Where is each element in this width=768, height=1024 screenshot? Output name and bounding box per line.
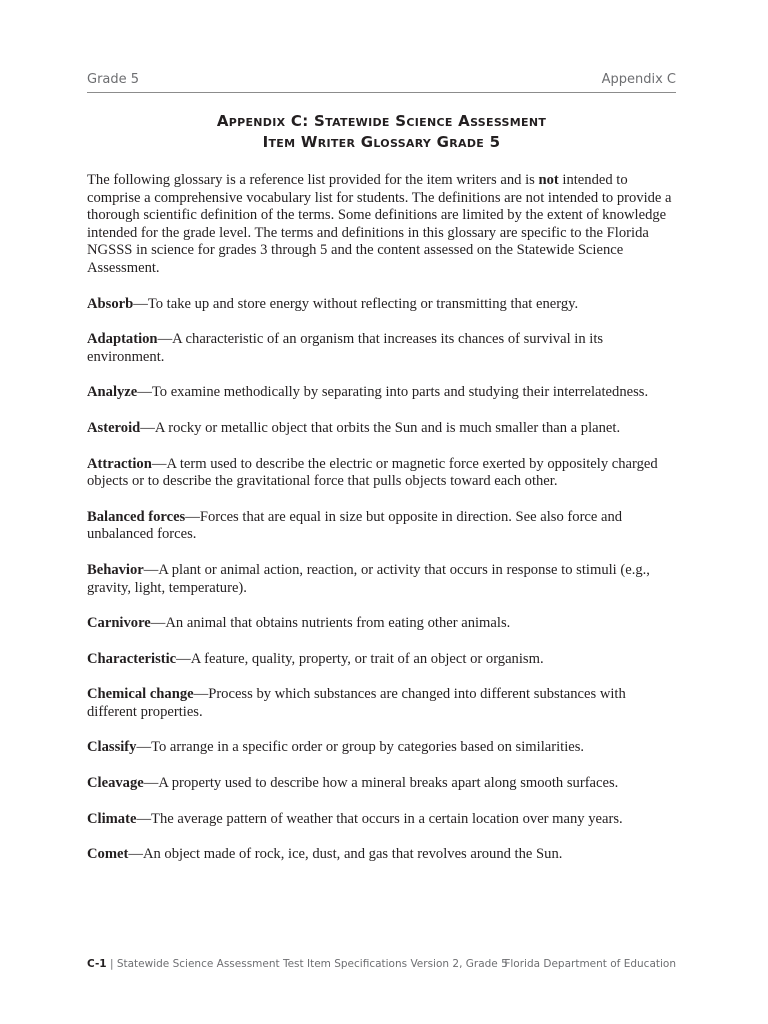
title-line-1: Appendix C: Statewide Science Assessment xyxy=(216,112,547,130)
glossary-term: Classify xyxy=(87,739,137,756)
glossary-term: Analyze xyxy=(87,384,138,401)
glossary-definition: —The average pattern of weather that occurs in a certain location over many years. xyxy=(136,810,623,827)
intro-paragraph xyxy=(87,172,676,278)
glossary-entry-cleavage xyxy=(87,775,676,793)
glossary-term: Comet xyxy=(87,846,129,863)
glossary-entry-chemical-change xyxy=(87,686,676,721)
glossary-body xyxy=(87,172,676,882)
glossary-definition: —A characteristic of an organism that increases its chances of survival in its environment. xyxy=(87,331,604,365)
glossary-entry-asteroid xyxy=(87,420,676,438)
header-appendix-label: Appendix C xyxy=(601,72,676,87)
glossary-entry-carnivore xyxy=(87,615,676,633)
footer-left xyxy=(87,958,508,970)
footer-organization: Florida Department of Education xyxy=(504,958,676,970)
glossary-definition: —Process by which substances are changed into different substances with different properties. xyxy=(87,686,626,720)
glossary-term: Carnivore xyxy=(87,615,151,632)
glossary-term: Attraction xyxy=(87,455,152,472)
glossary-definition: —To examine methodically by separating into parts and studying their interrelatedness. xyxy=(137,384,649,401)
glossary-definition: —An object made of rock, ice, dust, and gas that revolves around the Sun. xyxy=(128,846,563,863)
glossary-term: Characteristic xyxy=(87,650,177,667)
intro-text-start: The following glossary is a reference list provided for the item writers and is xyxy=(87,172,539,188)
page-number: C-1 xyxy=(87,958,107,970)
glossary-definition: —An animal that obtains nutrients from eating other animals. xyxy=(150,615,511,632)
page-title xyxy=(87,111,676,153)
glossary-term: Absorb xyxy=(87,295,134,312)
glossary-term: Balanced forces xyxy=(87,508,186,525)
glossary-entry-climate xyxy=(87,811,676,829)
glossary-entry-balanced-forces xyxy=(87,509,676,544)
glossary-term: Cleavage xyxy=(87,775,144,792)
glossary-entry-adaptation xyxy=(87,331,676,366)
glossary-definition: —To take up and store energy without reflecting or transmitting that energy. xyxy=(133,295,579,312)
document-page xyxy=(87,0,676,1024)
footer-document-title: Statewide Science Assessment Test Item Specifications Version 2, Grade 5 xyxy=(116,958,508,970)
glossary-term: Chemical change xyxy=(87,686,194,703)
running-header xyxy=(87,72,676,93)
glossary-entry-characteristic xyxy=(87,651,676,669)
header-grade-label: Grade 5 xyxy=(87,72,140,87)
glossary-definition: —To arrange in a specific order or group by categories based on similarities. xyxy=(136,739,585,756)
glossary-term: Adaptation xyxy=(87,331,158,348)
footer-separator: | xyxy=(106,958,117,970)
glossary-term: Climate xyxy=(87,810,137,827)
glossary-definition: —Forces that are equal in size but opposite in direction. See also force and unbalanced forces. xyxy=(87,508,623,543)
glossary-entry-behavior xyxy=(87,562,676,597)
glossary-definition: —A rocky or metallic object that orbits the Sun and is much smaller than a planet. xyxy=(140,419,621,436)
glossary-entry-comet xyxy=(87,846,676,864)
glossary-entry-absorb xyxy=(87,296,676,314)
glossary-definition: —A feature, quality, property, or trait of an object or organism. xyxy=(176,650,544,667)
glossary-entry-attraction xyxy=(87,456,676,491)
glossary-entry-classify xyxy=(87,739,676,757)
glossary-entry-analyze xyxy=(87,384,676,402)
title-line-2: Item Writer Glossary Grade 5 xyxy=(262,133,501,151)
intro-emphasis: not xyxy=(538,172,559,188)
glossary-term: Behavior xyxy=(87,561,144,578)
intro-text-end: intended to comprise a comprehensive vocabulary list for students. The definitions are not intended to provide a thorough scientific definition of the terms. Some definitions are limited by the extent of knowledge intended for the grade level. The terms and definitions in this glossary are specific to the Florida NGSSS in science for grades 3 through 5 and the content assessed on the Statewide Science Assessment. xyxy=(87,172,672,276)
glossary-definition: —A plant or animal action, reaction, or activity that occurs in response to stimuli (e.g., gravity, light, temperature). xyxy=(87,561,650,596)
glossary-definition: —A property used to describe how a mineral breaks apart along smooth surfaces. xyxy=(143,775,619,792)
glossary-definition: —A term used to describe the electric or magnetic force exerted by oppositely charged objects or to describe the gravitational force that pulls objects toward each other. xyxy=(87,455,658,490)
glossary-term: Asteroid xyxy=(87,419,141,436)
